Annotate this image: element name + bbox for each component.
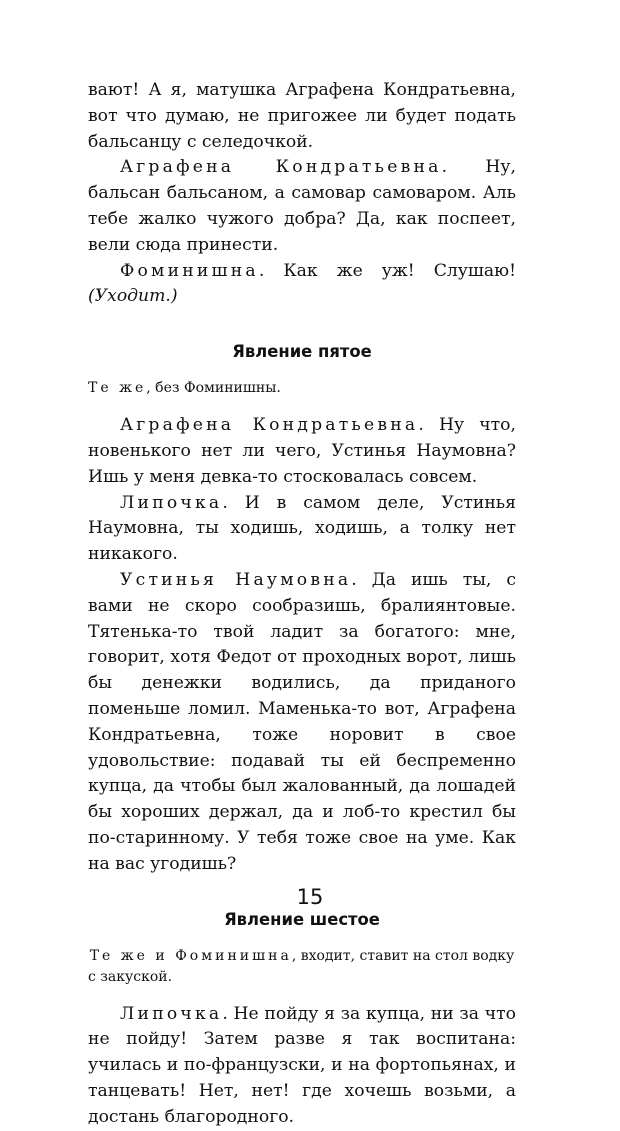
stage-note-spaced: Те же и Фоминишна	[89, 947, 292, 964]
speech-text: . Ну, бальсан бальсаном, а самовар самоваром. Аль тебе жалко чужого добра? Да, как поспеет, вели сюда принести.	[88, 157, 516, 255]
speech-text: . Не пойду я за купца, ни за что не пойду! Затем разве я так воспитана: училась и по-французски, и на фортопьянах, и танцевать! Нет, нет! где хочешь возьми, а достань благородного.	[88, 1003, 516, 1127]
speaker-name: Аграфена Кондратьевна	[120, 415, 419, 436]
speaker-name: Фоминишна	[120, 260, 259, 281]
speech-text: . Да ишь ты, с вами не скоро сообразишь, бралиянтовые. Тятенька-то твой ладит за богатого: мне, говорит, хотя Федот от проходных ворот, лишь бы денежки водились, да приданого поменьше ломил. Маменька-то вот, Аграфена Кондратьевна, тоже норовит в свое удовольствие: подавай ты ей беспременно купца, да чтобы был жалованный, да лошадей бы хороших держал, да и лоб-то крестил бы по-старинному. У тебя тоже свое на уме. Как на вас угодишь?	[88, 569, 516, 874]
speech-agrafena-2	[88, 413, 516, 490]
stage-note-6	[88, 946, 516, 988]
stage-note-text: , без Фоминишны.	[146, 380, 281, 397]
speech-lipochka-2	[88, 1002, 516, 1131]
page-number: 15	[296, 885, 324, 909]
book-page	[88, 78, 516, 1131]
paragraph-continuation: вают! А я, матушка Аграфена Кондратьевна, вот что думаю, не пригожее ли будет подать бальсанцу с селедочкой.	[88, 80, 516, 152]
speaker-name: Липочка	[120, 492, 223, 513]
speech-lipochka	[88, 491, 516, 568]
scene-heading-6: Явление шестое	[224, 909, 380, 929]
speech-text: . И в самом деле, Устинья Наумовна, ты ходишь, ходишь, а толку нет никакого.	[88, 492, 516, 565]
speech-agrafena	[88, 155, 516, 258]
speech-text: . Как же уж! Слушаю!	[258, 260, 516, 281]
speech-text: . Ну что, новенького нет ли чего, Устинья Наумовна? Ишь у меня девка-то стосковалась совсем.	[88, 415, 516, 487]
stage-note-spaced: Те же	[88, 380, 147, 397]
speaker-name: Аграфена Кондратьевна	[120, 157, 442, 178]
speech-fominishna	[88, 259, 516, 311]
speaker-name: Устинья Наумовна	[120, 569, 352, 590]
stage-note-text: , входит, ставит на стол водку с закуской.	[88, 947, 515, 985]
stage-direction: (Уходит.)	[88, 286, 178, 307]
speech-ustinya	[88, 568, 516, 878]
stage-note-5	[88, 378, 516, 399]
speaker-name: Липочка	[120, 1003, 223, 1024]
scene-heading-5: Явление пятое	[232, 342, 372, 362]
